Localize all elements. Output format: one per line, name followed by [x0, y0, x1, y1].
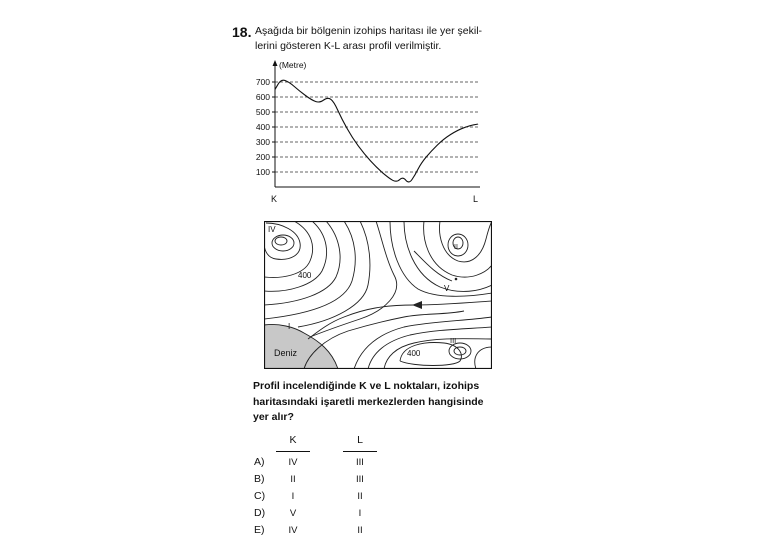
answer-table — [254, 434, 414, 544]
map-label-v: V — [444, 284, 450, 293]
option-letter: C) — [254, 490, 266, 502]
option-l-value: I — [358, 508, 362, 519]
option-letter: E) — [254, 524, 265, 536]
contour-label-400: 400 — [298, 271, 312, 280]
y-tick-label: 300 — [255, 137, 270, 147]
option-l-value: III — [356, 474, 364, 485]
option-k-value: II — [290, 474, 296, 485]
y-tick-label: 500 — [255, 107, 270, 117]
option-k-value: I — [291, 491, 295, 502]
map-label-i: I — [288, 322, 291, 331]
sea-area — [264, 324, 338, 369]
question-prompt-line-2: haritasındaki işaretli merkezlerden hangisinde — [253, 395, 484, 408]
map-label-iv: IV — [268, 225, 276, 234]
contour-map-svg — [264, 221, 492, 369]
y-tick-label: 600 — [255, 92, 270, 102]
contour-ring — [275, 237, 287, 245]
contour-line — [310, 221, 397, 337]
option-l-value: II — [357, 525, 363, 536]
point-v-dot — [455, 278, 458, 281]
profile-line — [275, 80, 478, 182]
answer-option-c[interactable] — [254, 490, 414, 505]
option-letter: B) — [254, 473, 265, 485]
contour-line — [390, 221, 492, 296]
option-letter: A) — [254, 456, 265, 468]
question-prompt-line-3: yer alır? — [253, 411, 294, 423]
profile-chart-svg — [250, 58, 500, 208]
question-intro-line-1: Aşağıda bir bölgenin izohips haritası ile yer şekil- — [255, 25, 483, 37]
contour-map — [264, 221, 492, 369]
x-start-label: K — [271, 194, 278, 204]
y-axis-arrow-icon — [273, 60, 278, 66]
option-l-value: III — [356, 457, 364, 468]
y-tick-label: 200 — [255, 152, 270, 162]
question-prompt-line-1: Profil incelendiğinde K ve L noktaları, izohips — [253, 380, 480, 392]
question-prompt — [253, 379, 513, 426]
contour-line — [475, 347, 492, 369]
y-tick-label: 400 — [255, 122, 270, 132]
answer-option-e[interactable] — [254, 524, 414, 539]
header-underline-k — [276, 451, 310, 452]
river-arrow-icon — [412, 301, 422, 309]
x-end-label: L — [473, 194, 479, 204]
y-axis-label: (Metre) — [279, 60, 307, 70]
profile-chart — [250, 58, 500, 208]
column-header-k: K — [289, 434, 297, 446]
contour-line — [404, 221, 492, 291]
question-number: 18. — [232, 24, 252, 40]
y-tick-label: 700 — [255, 77, 270, 87]
sea-label: Deniz — [274, 348, 298, 358]
map-label-iii: III — [450, 336, 457, 345]
answer-option-d[interactable] — [254, 507, 414, 522]
option-l-value: II — [357, 491, 363, 502]
contour-line — [440, 221, 492, 262]
column-header-l: L — [357, 434, 363, 446]
option-letter: D) — [254, 507, 266, 519]
answer-option-b[interactable] — [254, 473, 414, 488]
option-k-value: IV — [288, 457, 298, 468]
map-label-ii: II — [454, 244, 458, 251]
option-k-value: IV — [288, 525, 298, 536]
question-intro — [255, 24, 505, 54]
contour-line — [414, 251, 452, 281]
contour-line — [384, 339, 492, 369]
question-intro-line-2: lerini gösteren K-L arası profil verilmiştir. — [255, 40, 442, 52]
header-underline-l — [343, 451, 377, 452]
contour-label-400: 400 — [407, 349, 421, 358]
option-k-value: V — [289, 508, 297, 519]
y-tick-label: 100 — [255, 167, 270, 177]
answer-option-a[interactable] — [254, 456, 414, 471]
